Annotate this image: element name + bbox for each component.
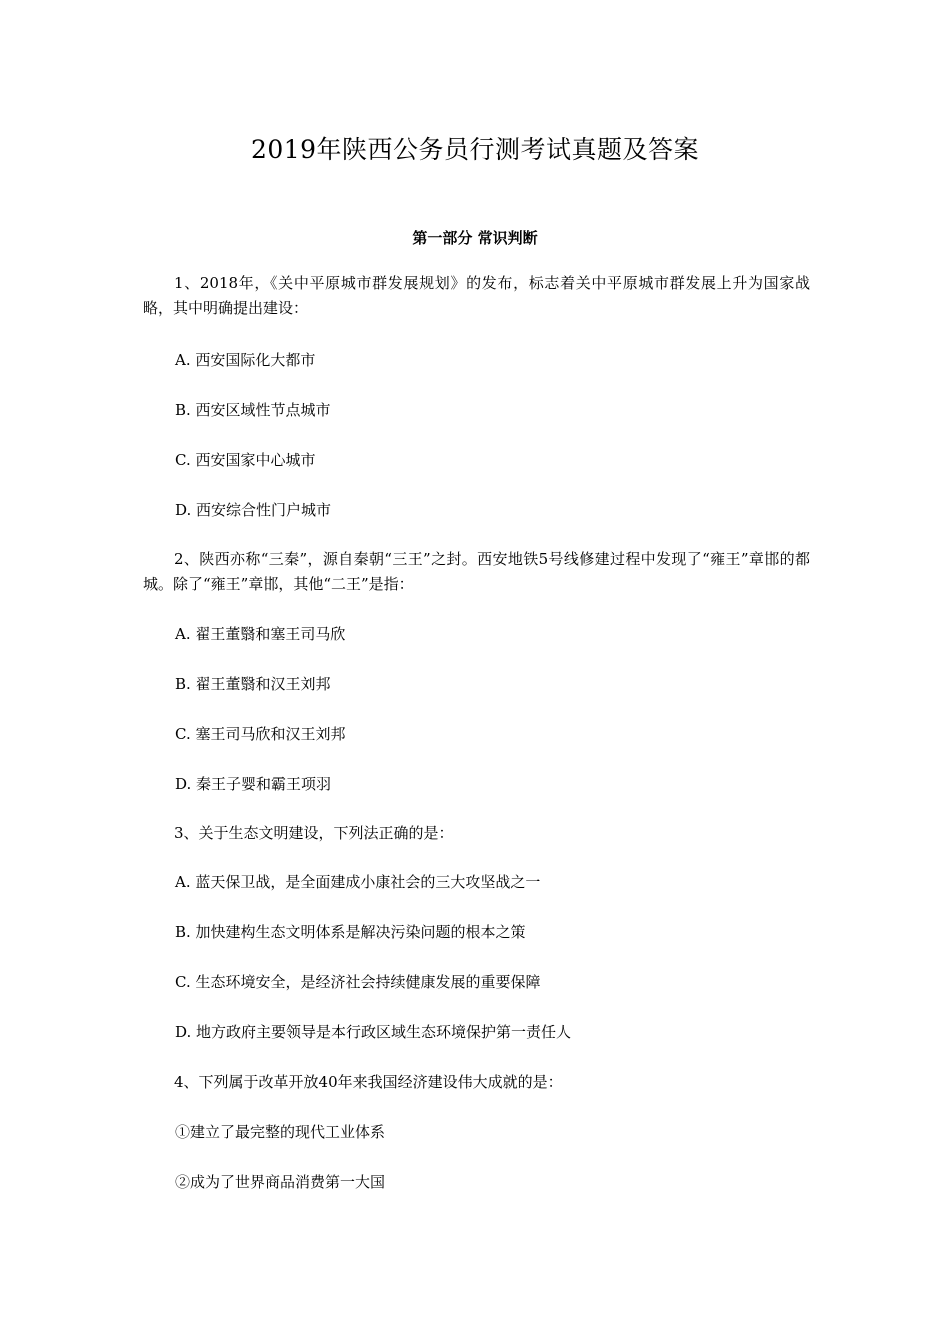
section-heading: 第一部分 常识判断 (412, 229, 538, 247)
question-3-stem: 3、关于生态文明建设，下列法正确的是： (174, 824, 454, 842)
question-1-stem: 1、2018年，《关中平原城市群发展规划》的发布，标志着关中平原城市群发展上升为国家战略，其中明确提出建设： (143, 274, 810, 317)
question-1-option-c: C. 西安国家中心城市 (175, 451, 316, 469)
question-2-option-c: C. 塞王司马欣和汉王刘邦 (175, 725, 346, 743)
question-3-option-b: B. 加快建构生态文明体系是解决污染问题的根本之策 (175, 923, 526, 941)
question-1-option-d: D. 西安综合性门户城市 (175, 501, 332, 519)
question-2-option-d: D. 秦王子婴和霸王项羽 (175, 775, 332, 793)
document-title: 2019年陕西公务员行测考试真题及答案 (250, 135, 700, 164)
question-4-item-2: ②成为了世界商品消费第一大国 (175, 1173, 386, 1191)
question-4-item-1: ①建立了最完整的现代工业体系 (175, 1123, 386, 1141)
question-1-option-b: B. 西安区域性节点城市 (175, 401, 331, 419)
question-2-option-b: B. 翟王董翳和汉王刘邦 (175, 675, 331, 693)
question-4-stem: 4、下列属于改革开放40年来我国经济建设伟大成就的是： (174, 1073, 563, 1091)
question-3-option-a: A. 蓝天保卫战，是全面建成小康社会的三大攻坚战之一 (175, 873, 541, 891)
question-1-option-a: A. 西安国际化大都市 (175, 351, 316, 369)
question-2-option-a: A. 翟王董翳和塞王司马欣 (175, 625, 346, 643)
question-3-option-d: D. 地方政府主要领导是本行政区域生态环境保护第一责任人 (175, 1023, 572, 1041)
question-3-option-c: C. 生态环境安全，是经济社会持续健康发展的重要保障 (175, 973, 541, 991)
question-2-stem: 2、陕西亦称“三秦”，源自秦朝“三王”之封。西安地铁5号线修建过程中发现了“雍王”章邯的都城。除了“雍王”章邯，其他“二王”是指： (143, 550, 810, 593)
